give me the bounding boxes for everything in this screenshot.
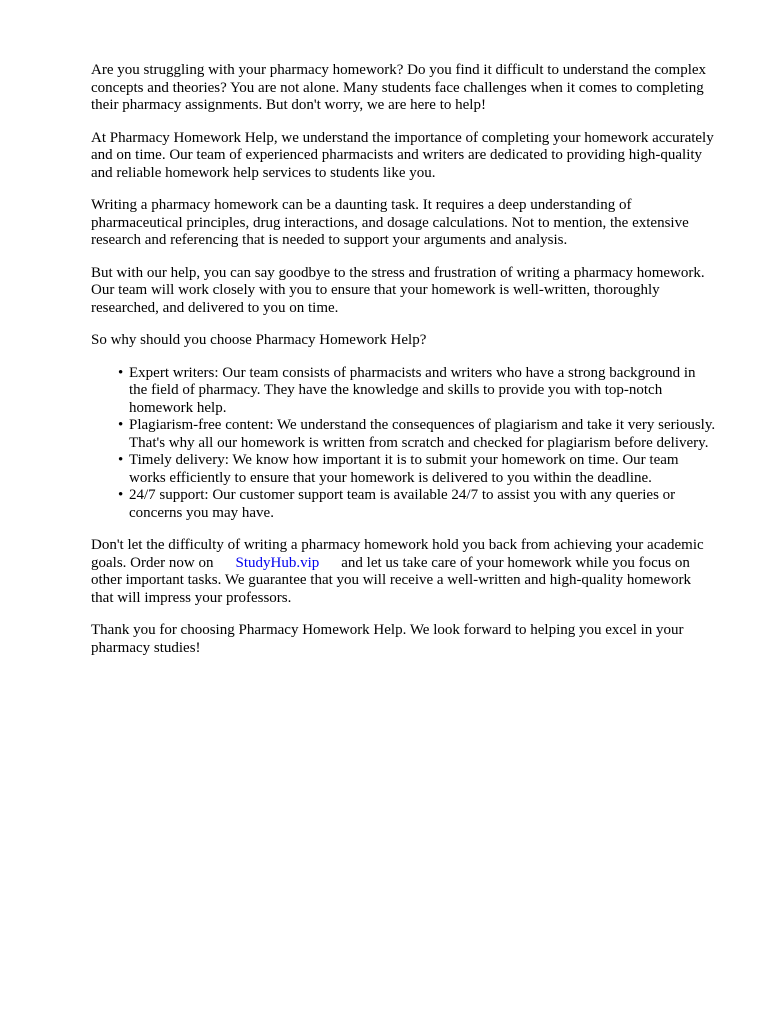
benefit-text: 24/7 support: Our customer support team is available 24/7 to assist you with any queries or concerns you may have. [129, 487, 676, 521]
bullet-icon: • [118, 417, 124, 433]
benefit-item-support [118, 487, 717, 522]
bullet-icon: • [118, 364, 124, 381]
why-choose-paragraph: So why should you choose Pharmacy Homework Help? [91, 332, 427, 348]
challenge-paragraph: Writing a pharmacy homework can be a daunting task. It requires a deep understanding of pharmaceutical principles, drug interactions, and dosage calculations. Not to mention, the extensive research and referencing that is needed to support your arguments and analysis. [91, 197, 689, 248]
benefit-item-timely-delivery [118, 452, 717, 487]
cta-paragraph [91, 537, 717, 607]
benefit-text: Expert writers: Our team consists of pharmacists and writers who have a strong background in the field of pharmacy. They have the knowledge and skills to provide you with top-notch homework help. [129, 364, 696, 416]
solution-paragraph: But with our help, you can say goodbye to the stress and frustration of writing a pharmacy homework. Our team will work closely with you to ensure that your homework is well-written, thoroughly researched, and delivered to you on time. [91, 264, 705, 316]
studyhub-link[interactable]: StudyHub.vip [235, 554, 320, 571]
benefit-item-plagiarism-free [118, 417, 717, 452]
bullet-icon: • [118, 487, 124, 503]
document-page [91, 62, 717, 672]
benefit-text: Timely delivery: We know how important it is to submit your homework on time. Our team works efficiently to ensure that your homework is delivered to you within the deadline. [129, 452, 679, 486]
bullet-icon: • [118, 452, 124, 468]
about-paragraph: At Pharmacy Homework Help, we understand the importance of completing your homework accurately and on time. Our team of experienced pharmacists and writers are dedicated to providing high-quality and reliable homework help services to students like you. [91, 129, 714, 181]
cta-text-after: and let us take care of your homework while you focus on other important tasks. We guarantee that you will receive a well-written and high-quality homework that will impress your professors. [91, 554, 691, 606]
benefits-list [91, 365, 717, 523]
benefit-text: Plagiarism-free content: We understand the consequences of plagiarism and take it very seriously. That's why all our homework is written from scratch and checked for plagiarism before delivery. [129, 417, 716, 451]
closing-paragraph: Thank you for choosing Pharmacy Homework Help. We look forward to helping you excel in your pharmacy studies! [91, 622, 684, 656]
cta-text-before: Don't let the difficulty of writing a pharmacy homework hold you back from achieving your academic goals. Order now on [91, 537, 704, 571]
benefit-item-expert-writers [118, 364, 717, 418]
intro-paragraph: Are you struggling with your pharmacy homework? Do you find it difficult to understand the complex concepts and theories? You are not alone. Many students face challenges when it comes to completing their pharmacy assignments. But don't worry, we are here to help! [91, 62, 707, 113]
